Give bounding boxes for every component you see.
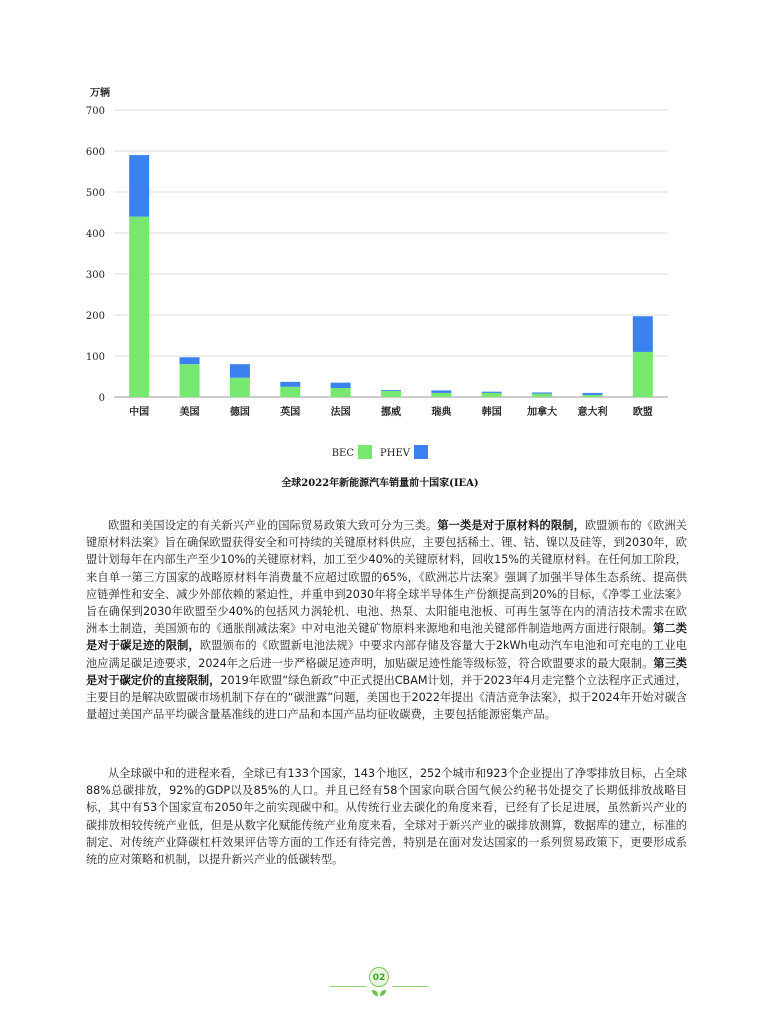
y-tick-label: 600 (85, 147, 105, 158)
bar-phev-2 (230, 364, 250, 378)
bar-phev-10 (633, 316, 653, 352)
para1-bold-2: 第二类是对于碳足迹的限制， (86, 622, 687, 653)
bar-bec-8 (532, 394, 552, 397)
bar-phev-8 (532, 392, 552, 393)
x-tick-label: 英国 (280, 407, 301, 418)
y-tick-label: 500 (85, 188, 105, 199)
y-axis-unit-label: 万辆 (90, 88, 110, 99)
legend-label-bec: BEC (331, 448, 354, 459)
bar-phev-5 (381, 390, 401, 391)
bar-phev-1 (180, 357, 200, 364)
bar-phev-0 (129, 155, 149, 217)
chart-gridlines (114, 110, 668, 397)
para1-text-3: 欧盟颁布的《欧盟新电池法规》中要求内部存储及容量大于2kWh电动汽车电池和可充电的工业电池应满足碳足迹要求，2024年之后进一步严格碳足迹声明，加贴碳足迹性能等级标签，符合欧盟要求的最大限制。 (86, 639, 687, 670)
bar-bec-9 (582, 395, 602, 397)
bar-phev-3 (280, 382, 300, 387)
para1-text-4: 2019年欧盟“绿色新政”中正式提出CBAM计划，并于2023年4月走完整个立法程序正式通过，主要目的是解决欧盟碳市场机制下存在的“碳泄露”问题，美国也于2022年提出《清洁竞争法案》，拟于2024年开始对碳含量超过美国产品平均碳含量基准线的进口产品和本国产品均征收碳费，主要包括能源密集产品。 (86, 673, 687, 722)
bar-phev-7 (482, 392, 502, 393)
x-tick-label: 德国 (229, 407, 250, 418)
bar-bec-7 (482, 393, 502, 397)
bar-bec-1 (180, 364, 200, 397)
x-tick-label: 韩国 (481, 407, 502, 418)
footer-rule-right (392, 986, 428, 987)
x-tick-label: 瑞典 (431, 407, 452, 418)
bar-bec-4 (331, 388, 351, 397)
y-tick-label: 0 (98, 393, 105, 404)
paragraph-trade-policy (86, 517, 687, 723)
bar-bec-2 (230, 378, 250, 397)
bar-bec-5 (381, 391, 401, 397)
x-tick-label: 挪威 (381, 407, 401, 418)
x-tick-label: 加拿大 (527, 407, 558, 418)
x-tick-label: 意大利 (577, 407, 608, 418)
x-axis-ticks (129, 405, 653, 418)
y-tick-label: 300 (85, 270, 105, 281)
y-tick-label: 700 (85, 106, 105, 117)
para1-text-1: 欧盟和美国设定的有关新兴产业的国际贸易政策大致可分为三类。 (108, 519, 438, 532)
y-axis-ticks (86, 106, 105, 404)
x-tick-label: 美国 (179, 407, 200, 418)
x-tick-label: 欧盟 (632, 407, 653, 418)
legend-swatch-phev (414, 445, 428, 459)
chart-caption: 全球2022年新能源汽车销量前十国家(IEA) (281, 478, 479, 489)
y-tick-label: 100 (85, 352, 105, 363)
bar-bec-10 (633, 352, 653, 397)
bar-bec-0 (129, 217, 149, 397)
para1-bold-3: 第三类是对于碳定价的直接限制， (86, 656, 687, 687)
legend-swatch-bec (358, 445, 372, 459)
legend-label-phev: PHEV (380, 448, 410, 459)
bar-phev-9 (582, 393, 602, 395)
chart-legend (332, 445, 428, 459)
footer-rule-left (330, 986, 366, 987)
para1-text-2: 欧盟颁布的《欧洲关键原材料法案》旨在确保欧盟获得安全和可持续的关键原材料供应，主要包括稀土、锂、钴、镍以及硅等，到2030年，欧盟计划每年在内部生产至少10%的关键原材料，加工至少40%的关键原材料，回收15%的关键原材料。在任何加工阶段，来自单一第三方国家的战略原材料年消费量不应超过欧盟的65%，《欧洲芯片法案》强调了加强半导体生态系统、提高供应链弹性和安全、减少外部依赖的紧迫性，并重申到2030年将全球半导体生产份额提高到20%的目标，《净零工业法案》旨在确保到2030年欧盟至少40%的包括风力涡轮机、电池、热泵、太阳能电池板、可再生氢等在内的清洁技术需求在欧洲本土制造，美国颁布的《通胀削减法案》中对电池关键矿物原料来源地和电池关键部件制造地两方面进行限制。 (86, 519, 687, 636)
para1-bold-1: 第一类是对于原材料的限制， (437, 519, 585, 532)
paragraph-carbon-neutrality: 从全球碳中和的进程来看，全球已有133个国家，143个地区，252个城市和923个企业提出了净零排放目标，占全球88%总碳排放，92%的GDP以及85%的人口。并且已经有58个国家向联合国气候公约秘书处提交了长期低排放战略目标，其中有53个国家宣布2050年之前实现碳中和。从传统行业去碳化的角度来看，已经有了长足进展，虽然新兴产业的碳排放相较传统产业低，但是从数字化赋能传统产业角度来看，全球对于新兴产业的碳排放测算，数据库的建立，标准的制定、对传统产业降碳杠杆效果评估等方面的工作还有待完善，特别是在面对发达国家的一系列贸易政策下，更要形成系统的应对策略和机制，以提升新兴产业的低碳转型。 (86, 767, 687, 867)
bar-bec-3 (280, 387, 300, 397)
bar-phev-6 (431, 390, 451, 392)
sales-bar-chart (0, 0, 760, 470)
chart-bars (129, 155, 653, 397)
bar-bec-6 (431, 393, 451, 397)
bar-phev-4 (331, 383, 351, 388)
page-number: 02 (369, 967, 389, 987)
y-tick-label: 400 (85, 229, 105, 240)
y-tick-label: 200 (85, 311, 105, 322)
x-tick-label: 中国 (129, 407, 150, 418)
leaf-icon (371, 989, 387, 997)
x-tick-label: 法国 (330, 407, 351, 418)
